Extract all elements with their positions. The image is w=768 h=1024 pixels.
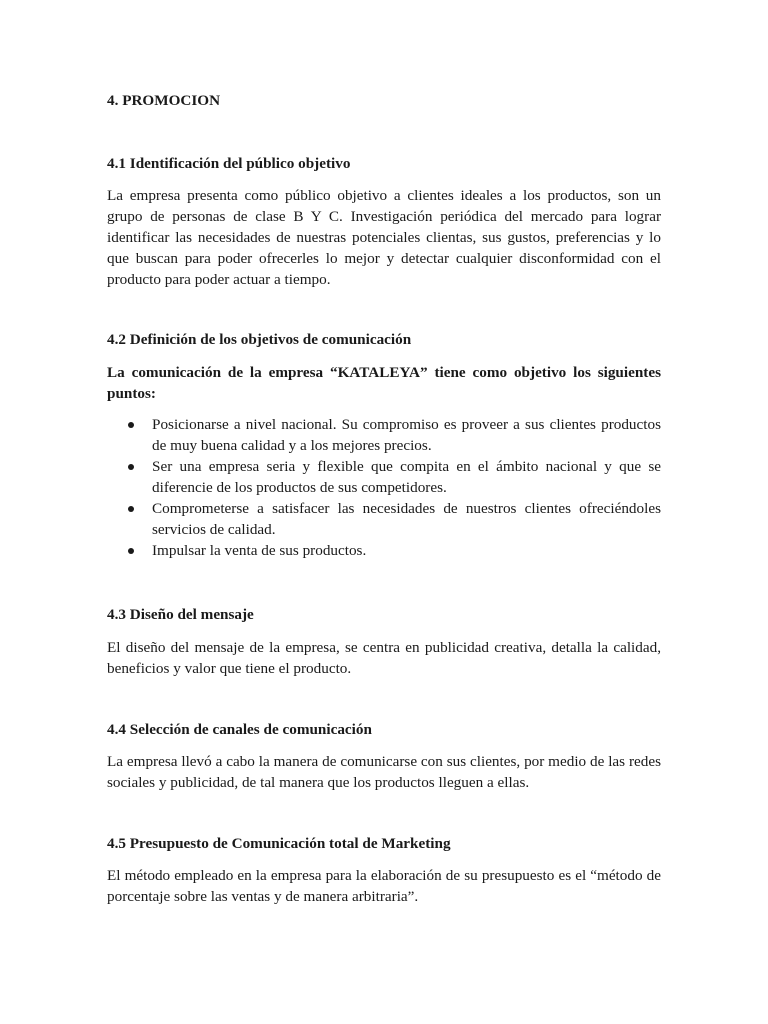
bullet-icon [128,464,134,470]
list-item-text: Posicionarse a nivel nacional. Su compromiso es proveer a sus clientes productos de muy buena calidad y a los mejores precios. [152,416,661,454]
heading-4-1: 4.1 Identificación del público objetivo [107,155,351,172]
bullet-icon [128,422,134,428]
list-item [107,540,661,561]
list-item-text: Comprometerse a satisfacer las necesidades de nuestros clientes ofreciéndoles servicios de calidad. [152,500,661,538]
heading-4-4: 4.4 Selección de canales de comunicación [107,721,372,738]
paragraph-4-3: El diseño del mensaje de la empresa, se centra en publicidad creativa, detalla la calidad, beneficios y valor que tiene el producto. [107,639,661,677]
section-title: 4. PROMOCION [107,92,221,109]
list-item [107,498,661,540]
list-item-text: Ser una empresa seria y flexible que compita en el ámbito nacional y que se diferencie de los productos de sus competidores. [152,458,661,496]
paragraph-4-1: La empresa presenta como público objetivo a clientes ideales a los productos, son un grupo de personas de clase B Y C. Investigación periódica del mercado para lograr identificar las necesidades de nuestras potenciales clientas, sus gustos, preferencias y lo que buscan para poder ofrecerles lo mejor y detectar cualquier disconformidad con el producto para poder actuar a tiempo. [107,187,661,288]
list-item [107,414,661,456]
paragraph-4-4: La empresa llevó a cabo la manera de comunicarse con sus clientes, por medio de las redes sociales y publicidad, de tal manera que los productos lleguen a ellas. [107,753,661,791]
paragraph-4-5: El método empleado en la empresa para la elaboración de su presupuesto es el “método de porcentaje sobre las ventas y de manera arbitraria”. [107,867,661,905]
objectives-list [107,414,661,561]
paragraph-4-2-intro: La comunicación de la empresa “KATALEYA” tiene como objetivo los siguientes puntos: [107,364,661,402]
bullet-icon [128,548,134,554]
list-item [107,456,661,498]
heading-4-5: 4.5 Presupuesto de Comunicación total de Marketing [107,835,451,852]
list-item-text: Impulsar la venta de sus productos. [152,542,367,559]
bullet-icon [128,506,134,512]
heading-4-2: 4.2 Definición de los objetivos de comunicación [107,331,412,348]
heading-4-3: 4.3 Diseño del mensaje [107,606,254,623]
